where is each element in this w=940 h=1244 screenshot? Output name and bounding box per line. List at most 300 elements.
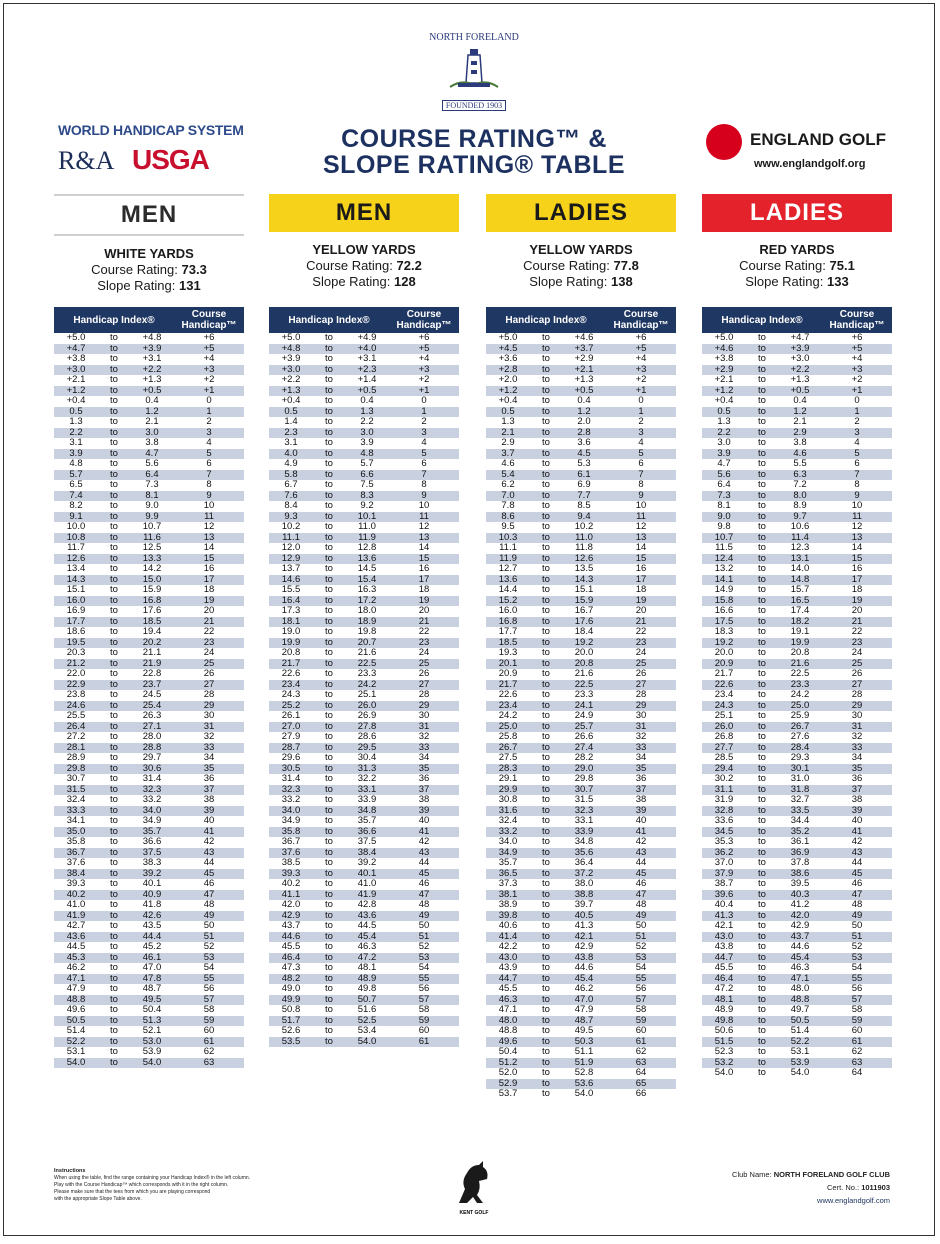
to-word: to <box>758 500 766 511</box>
course-handicap: 60 <box>418 1025 430 1036</box>
index-to: 29.0 <box>562 764 606 775</box>
to-word: to <box>98 659 130 670</box>
index-to: 11.8 <box>575 542 593 553</box>
tee-info <box>54 246 244 294</box>
index-to: 3.6 <box>577 437 591 448</box>
course-handicap: 13 <box>822 533 892 544</box>
index-to: 33.1 <box>345 785 389 796</box>
to-word: to <box>325 605 333 616</box>
index-to: 15.0 <box>130 575 174 586</box>
index-to: +4.8 <box>142 332 162 343</box>
course-handicap: 42 <box>203 836 215 847</box>
course-handicap: 39 <box>606 806 676 817</box>
index-from: 31.5 <box>54 785 98 796</box>
index-from: +1.3 <box>269 386 313 397</box>
course-handicap: +3 <box>389 365 459 376</box>
index-from: 43.0 <box>486 953 530 964</box>
table-row <box>702 417 892 428</box>
index-to: 30.7 <box>562 785 606 796</box>
index-from: 28.1 <box>54 743 98 754</box>
index-to: 43.5 <box>142 920 162 931</box>
index-from: 54.0 <box>54 1058 98 1069</box>
table-row <box>702 354 892 365</box>
table-row <box>702 1026 892 1037</box>
to-word: to <box>530 512 562 523</box>
table-row <box>702 438 892 449</box>
index-from: 19.9 <box>269 638 313 649</box>
index-from: 46.3 <box>486 995 530 1006</box>
to-word: to <box>98 869 130 880</box>
index-to: 38.3 <box>142 857 162 868</box>
to-word: to <box>110 626 118 637</box>
index-to: 24.2 <box>790 689 810 700</box>
to-word: to <box>313 533 345 544</box>
index-to: 36.1 <box>790 836 810 847</box>
to-word: to <box>542 395 550 406</box>
index-to: 31.5 <box>574 794 594 805</box>
to-word: to <box>530 596 562 607</box>
table-row <box>486 1089 676 1100</box>
index-from: +4.8 <box>269 344 313 355</box>
index-to: 50.5 <box>778 1016 822 1027</box>
index-to: +1.4 <box>357 374 377 385</box>
index-to: 35.2 <box>778 827 822 838</box>
index-to: 21.1 <box>142 647 162 658</box>
course-handicap: 50 <box>203 920 215 931</box>
tee-yards: YELLOW YARDS <box>529 242 633 257</box>
index-to: 4.6 <box>778 449 822 460</box>
table-row <box>269 732 459 743</box>
table-row <box>702 501 892 512</box>
to-word: to <box>758 521 766 532</box>
index-to: 40.5 <box>562 911 606 922</box>
to-word: to <box>542 668 550 679</box>
index-to: 46.1 <box>130 953 174 964</box>
index-to: 32.3 <box>562 806 606 817</box>
table-row <box>702 921 892 932</box>
table-row <box>486 753 676 764</box>
index-to: 23.3 <box>778 680 822 691</box>
table-row <box>54 606 244 617</box>
to-word: to <box>313 827 345 838</box>
index-from: 23.4 <box>269 680 313 691</box>
table-row <box>702 963 892 974</box>
course-handicap: 13 <box>389 533 459 544</box>
course-handicap: 8 <box>206 479 212 490</box>
course-handicap: 7 <box>389 470 459 481</box>
table-row <box>486 585 676 596</box>
course-handicap: +3 <box>822 365 892 376</box>
index-to: 33.1 <box>574 815 594 826</box>
index-to: 15.4 <box>345 575 389 586</box>
course-handicap: 53 <box>174 953 244 964</box>
course-handicap: 59 <box>606 1016 676 1027</box>
course-handicap: 43 <box>606 848 676 859</box>
table-row <box>269 417 459 428</box>
club-name-line <box>732 1168 890 1181</box>
to-word: to <box>110 731 118 742</box>
instructions-line: Please make sure that the tees from which you are playing correspond <box>54 1189 211 1195</box>
to-word: to <box>110 773 118 784</box>
to-word: to <box>325 836 333 847</box>
to-word: to <box>542 710 550 721</box>
to-word: to <box>530 638 562 649</box>
course-handicap: 50 <box>418 920 430 931</box>
to-word: to <box>758 605 766 616</box>
table-row <box>269 942 459 953</box>
to-word: to <box>746 554 778 565</box>
index-to: 33.5 <box>778 806 822 817</box>
index-from: 15.1 <box>66 584 86 595</box>
index-to: 38.8 <box>562 890 606 901</box>
index-from: 9.8 <box>717 521 731 532</box>
to-word: to <box>530 407 562 418</box>
to-word: to <box>746 785 778 796</box>
index-from: 13.7 <box>281 563 301 574</box>
index-to: 5.7 <box>360 458 374 469</box>
to-word: to <box>110 836 118 847</box>
index-from: 17.5 <box>702 617 746 628</box>
table-row <box>54 984 244 995</box>
course-handicap: 3 <box>606 428 676 439</box>
to-word: to <box>530 491 562 502</box>
course-handicap: 36 <box>203 773 215 784</box>
table-row <box>269 396 459 407</box>
index-from: 39.3 <box>269 869 313 880</box>
index-to: 34.4 <box>790 815 810 826</box>
instructions-title: Instructions <box>54 1168 86 1174</box>
course-handicap: +5 <box>174 344 244 355</box>
index-from: 6.5 <box>69 479 83 490</box>
index-to: 52.8 <box>574 1067 594 1078</box>
to-word: to <box>313 386 345 397</box>
index-from: 26.0 <box>702 722 746 733</box>
index-from: +3.6 <box>498 353 518 364</box>
table-row <box>486 417 676 428</box>
to-word: to <box>542 1025 550 1036</box>
to-word: to <box>110 563 118 574</box>
index-from: 34.9 <box>281 815 301 826</box>
index-to: +2.9 <box>574 353 594 364</box>
course-handicap: 18 <box>851 584 863 595</box>
index-to: 45.4 <box>345 932 389 943</box>
to-word: to <box>98 785 130 796</box>
to-word: to <box>110 689 118 700</box>
index-from: 27.2 <box>66 731 86 742</box>
index-to: 25.4 <box>130 701 174 712</box>
to-word: to <box>98 743 130 754</box>
table-row <box>269 375 459 386</box>
course-handicap: 31 <box>174 722 244 733</box>
to-word: to <box>325 668 333 679</box>
index-to: 28.0 <box>142 731 162 742</box>
index-to: 8.1 <box>130 491 174 502</box>
to-word: to <box>98 428 130 439</box>
to-word: to <box>530 911 562 922</box>
to-word: to <box>325 794 333 805</box>
index-from: 24.6 <box>54 701 98 712</box>
index-from: +0.4 <box>281 395 301 406</box>
to-word: to <box>530 869 562 880</box>
to-word: to <box>758 983 766 994</box>
index-to: +0.5 <box>562 386 606 397</box>
table-row <box>702 459 892 470</box>
to-word: to <box>325 542 333 553</box>
slope-rating <box>269 274 459 290</box>
index-from: 23.4 <box>486 701 530 712</box>
to-word: to <box>325 983 333 994</box>
course-handicap: 33 <box>389 743 459 754</box>
course-handicap: 19 <box>389 596 459 607</box>
index-from: 41.1 <box>269 890 313 901</box>
course-handicap: 0 <box>421 395 427 406</box>
index-to: 26.7 <box>778 722 822 733</box>
index-from: 38.1 <box>486 890 530 901</box>
table-row <box>269 585 459 596</box>
index-from: 39.6 <box>702 890 746 901</box>
course-handicap: 15 <box>174 554 244 565</box>
index-from: 53.7 <box>498 1088 518 1099</box>
course-handicap: 16 <box>635 563 647 574</box>
index-to: 35.6 <box>562 848 606 859</box>
handicap-table <box>486 307 676 1100</box>
to-word: to <box>98 953 130 964</box>
slope-rating <box>54 278 244 294</box>
index-from: 3.1 <box>69 437 83 448</box>
index-from: 50.5 <box>54 1016 98 1027</box>
index-from: 37.6 <box>269 848 313 859</box>
course-handicap: 15 <box>606 554 676 565</box>
index-to: 22.5 <box>790 668 810 679</box>
slope-rating-label: Slope Rating: <box>312 274 391 289</box>
index-from: 15.5 <box>281 584 301 595</box>
to-word: to <box>530 575 562 586</box>
index-to: 50.4 <box>142 1004 162 1015</box>
index-to: 40.3 <box>778 890 822 901</box>
course-handicap: 21 <box>822 617 892 628</box>
index-to: 52.2 <box>778 1037 822 1048</box>
index-from: 54.0 <box>714 1067 734 1078</box>
course-handicap: 31 <box>822 722 892 733</box>
to-word: to <box>313 764 345 775</box>
course-handicap: 47 <box>174 890 244 901</box>
index-to: 22.8 <box>142 668 162 679</box>
index-from: 12.4 <box>702 554 746 565</box>
index-from: 37.0 <box>714 857 734 868</box>
index-to: 48.0 <box>790 983 810 994</box>
course-handicap: 52 <box>203 941 215 952</box>
to-word: to <box>542 605 550 616</box>
index-from: 2.1 <box>486 428 530 439</box>
to-word: to <box>325 521 333 532</box>
to-word: to <box>313 932 345 943</box>
to-word: to <box>98 932 130 943</box>
course-handicap: +2 <box>418 374 430 385</box>
index-to: +1.3 <box>574 374 594 385</box>
to-word: to <box>110 794 118 805</box>
index-from: 41.0 <box>66 899 86 910</box>
to-word: to <box>758 689 766 700</box>
index-to: 11.9 <box>345 533 389 544</box>
table-row <box>54 921 244 932</box>
index-to: 30.6 <box>130 764 174 775</box>
index-from: 6.4 <box>717 479 731 490</box>
to-word: to <box>325 920 333 931</box>
index-to: 25.9 <box>790 710 810 721</box>
index-from: 2.3 <box>269 428 313 439</box>
index-to: 48.9 <box>345 974 389 985</box>
to-word: to <box>746 827 778 838</box>
index-to: 37.5 <box>357 836 377 847</box>
index-from: 48.0 <box>486 1016 530 1027</box>
index-to: 15.9 <box>562 596 606 607</box>
to-word: to <box>313 659 345 670</box>
table-row <box>702 480 892 491</box>
gender-banner: MEN <box>269 194 459 232</box>
to-word: to <box>542 521 550 532</box>
whs-logo: WORLD HANDICAP SYSTEM <box>58 122 244 138</box>
ra-logo: R&A <box>58 146 115 175</box>
index-to: 33.9 <box>562 827 606 838</box>
course-handicap: 26 <box>203 668 215 679</box>
to-word: to <box>325 962 333 973</box>
to-word: to <box>110 857 118 868</box>
to-word: to <box>542 731 550 742</box>
to-word: to <box>325 647 333 658</box>
index-to: 6.1 <box>562 470 606 481</box>
course-handicap: 2 <box>854 416 860 427</box>
index-to: 41.8 <box>142 899 162 910</box>
index-to: 34.8 <box>574 836 594 847</box>
index-from: 51.5 <box>702 1037 746 1048</box>
to-word: to <box>313 470 345 481</box>
table-row <box>486 606 676 617</box>
index-from: 28.9 <box>66 752 86 763</box>
index-to: 5.5 <box>793 458 807 469</box>
index-from: 35.8 <box>66 836 86 847</box>
index-to: 6.4 <box>130 470 174 481</box>
index-to: 37.5 <box>130 848 174 859</box>
index-to: +2.2 <box>778 365 822 376</box>
index-to: 34.8 <box>345 806 389 817</box>
index-to: 24.9 <box>574 710 594 721</box>
table-row <box>269 438 459 449</box>
course-rating-value: 75.1 <box>829 258 855 273</box>
to-word: to <box>758 353 766 364</box>
index-to: 40.1 <box>345 869 389 880</box>
to-word: to <box>758 1046 766 1057</box>
course-handicap: 52 <box>418 941 430 952</box>
index-from: 35.3 <box>714 836 734 847</box>
gender-banner: MEN <box>54 194 244 236</box>
to-word: to <box>746 449 778 460</box>
course-handicap: 49 <box>606 911 676 922</box>
course-handicap: 1 <box>174 407 244 418</box>
index-from: 7.3 <box>702 491 746 502</box>
table-row <box>269 564 459 575</box>
to-word: to <box>325 374 333 385</box>
to-word: to <box>110 899 118 910</box>
course-handicap: 27 <box>389 680 459 691</box>
index-to: 3.0 <box>130 428 174 439</box>
course-handicap: 39 <box>822 806 892 817</box>
course-handicap: 46 <box>851 878 863 889</box>
index-to: 47.1 <box>778 974 822 985</box>
index-from: 45.5 <box>281 941 301 952</box>
course-handicap: 50 <box>635 920 647 931</box>
to-word: to <box>530 680 562 691</box>
to-word: to <box>98 365 130 376</box>
to-word: to <box>746 470 778 481</box>
course-handicap: 62 <box>851 1046 863 1057</box>
to-word: to <box>110 941 118 952</box>
table-row <box>702 648 892 659</box>
to-word: to <box>746 953 778 964</box>
index-to: 26.9 <box>357 710 377 721</box>
course-handicap: 26 <box>851 668 863 679</box>
table-row <box>54 585 244 596</box>
to-word: to <box>746 533 778 544</box>
index-to: 1.3 <box>345 407 389 418</box>
index-from: 7.0 <box>486 491 530 502</box>
course-handicap: 58 <box>418 1004 430 1015</box>
index-from: 24.2 <box>498 710 518 721</box>
course-handicap: 58 <box>203 1004 215 1015</box>
footer-url[interactable]: www.englandgolf.com <box>817 1196 890 1205</box>
to-word: to <box>313 722 345 733</box>
course-handicap: 54 <box>635 962 647 973</box>
index-from: +4.6 <box>702 344 746 355</box>
to-word: to <box>530 953 562 964</box>
to-word: to <box>313 554 345 565</box>
course-handicap: 60 <box>203 1025 215 1036</box>
table-row <box>54 396 244 407</box>
table-row <box>269 690 459 701</box>
index-from: 31.4 <box>281 773 301 784</box>
table-row <box>269 522 459 533</box>
index-to: 8.9 <box>793 500 807 511</box>
index-from: 49.6 <box>486 1037 530 1048</box>
tee-info <box>486 242 676 290</box>
index-to: 7.3 <box>145 479 159 490</box>
table-row <box>269 711 459 722</box>
course-rating <box>486 258 676 274</box>
index-from: 36.7 <box>54 848 98 859</box>
index-from: 6.7 <box>284 479 298 490</box>
table-row <box>486 816 676 827</box>
course-handicap: 33 <box>606 743 676 754</box>
course-handicap: +1 <box>606 386 676 397</box>
to-word: to <box>313 407 345 418</box>
index-from: 10.8 <box>54 533 98 544</box>
index-to: 48.7 <box>562 1016 606 1027</box>
course-handicap: 0 <box>206 395 212 406</box>
to-word: to <box>313 596 345 607</box>
index-to: 17.6 <box>142 605 162 616</box>
course-handicap: 13 <box>606 533 676 544</box>
to-word: to <box>313 1016 345 1027</box>
course-rating-label: Course Rating: <box>739 258 826 273</box>
course-handicap: 46 <box>635 878 647 889</box>
to-word: to <box>758 479 766 490</box>
table-row <box>486 858 676 869</box>
table-row <box>486 774 676 785</box>
course-handicap: 57 <box>389 995 459 1006</box>
index-from: +0.4 <box>66 395 86 406</box>
slope-rating-value: 128 <box>393 274 416 289</box>
index-to: 46.3 <box>790 962 810 973</box>
rating-column <box>269 194 459 290</box>
